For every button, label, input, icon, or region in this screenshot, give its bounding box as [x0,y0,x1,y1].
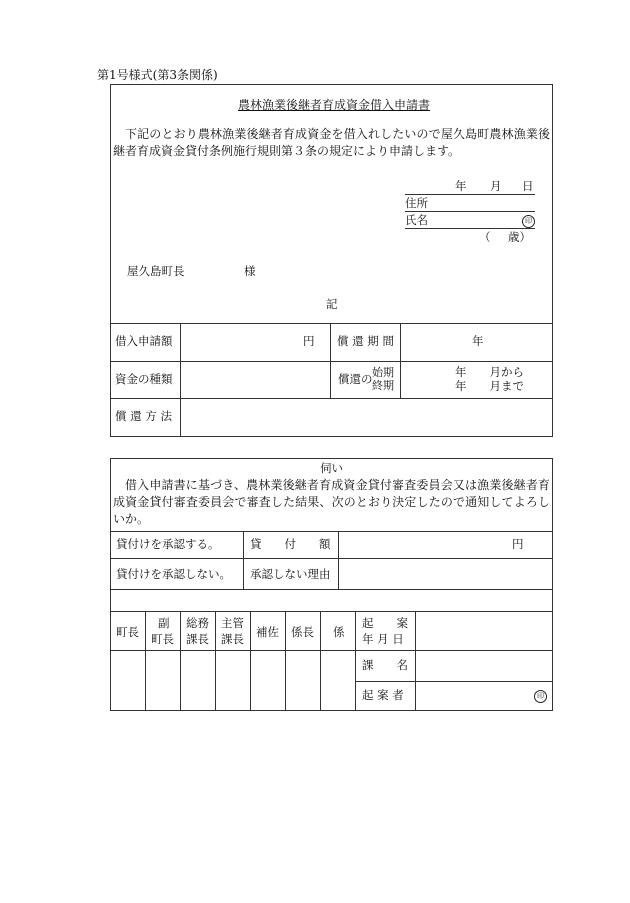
address-line [405,211,535,212]
stamp-col-1 [145,611,146,711]
role-chief: 係長 [291,625,314,639]
role-staff: 係 [333,625,345,639]
stamp-row-1 [355,650,553,651]
stamp-row-2 [355,681,553,682]
stamp-header-line [110,650,355,651]
drafter-label: 起 案 者 [362,688,404,702]
approve-option: 貸付けを承認する。 [116,537,220,551]
draft-date-label-1: 起 案 [362,616,408,630]
app-col-1 [180,323,181,437]
stamp-col-2 [180,611,181,711]
role-general-1: 総務 [186,616,209,630]
apr-row-4 [110,611,553,612]
repay-method-label: 償 還 方 法 [115,409,172,423]
repay-period-unit: 年 [472,334,484,348]
reject-reason-label: 承認しない理由 [250,567,331,581]
app-col-3 [400,323,401,398]
role-manager-1: 主管 [221,616,244,630]
repay-start-label: 始期 [372,366,394,379]
age-close: 歳） [508,230,531,244]
app-row-2 [110,361,553,362]
apr-row-2 [110,558,553,559]
loan-amount-label-2: 貸 付 額 [250,537,331,551]
app-table-top [110,323,553,324]
honorific: 様 [244,264,256,278]
age-open: （ [479,230,491,244]
stamp-col-7 [355,611,356,711]
draft-date-label-2: 年 月 日 [362,632,404,646]
address-label: 住所 [405,196,428,210]
form-number: 第1号様式(第3条関係) [97,68,218,82]
stamp-col-5 [285,611,286,711]
date-day: 日 [522,179,534,193]
repay-period-label: 償 還 期 間 [337,334,394,348]
loan-amount-label: 借入申請額 [115,334,173,348]
date-year: 年 [455,179,467,193]
repay-end-value: 年 月まで [455,379,524,393]
name-line [405,228,535,229]
role-vice-2: 町長 [151,632,174,646]
stamp-col-4 [250,611,251,711]
date-line [405,194,535,195]
section-name-label: 課 名 [362,658,408,672]
application-body: 下記のとおり農林漁業後継者育成資金を借入れしたいので屋久島町農林漁業後継者育成資金貸付条例施行規則第３条の規定により申請します。 [113,127,550,158]
role-assistant: 補佐 [256,625,279,639]
stamp-col-8 [415,611,416,711]
name-label: 氏名 [405,213,428,227]
app-row-3 [110,398,553,399]
app-col-2 [330,323,331,398]
drafter-seal: 印 [534,689,547,703]
stamp-col-3 [215,611,216,711]
role-manager-2: 課長 [221,632,244,646]
apr-col-b [338,531,339,589]
repay-start-value: 年 月から [455,365,524,379]
apr-row-3 [110,589,553,590]
role-vice-1: 副 [158,616,170,630]
application-title: 農林漁業後継者育成資金借入申請書 [238,98,431,112]
role-general-2: 課長 [186,632,209,646]
ki-mark: 記 [326,297,338,311]
approval-title: 伺い [320,461,343,475]
apr-row-1 [110,531,553,532]
fund-type-label: 資金の種類 [115,372,173,386]
date-month: 月 [490,179,502,193]
repay-prefix: 償還の [338,372,373,386]
apr-col-a [243,531,244,589]
repay-end-label: 終期 [372,379,394,392]
addressee: 屋久島町長 [127,264,185,278]
approval-body: 借入申請書に基づき、農林業後継者育成資金貸付審査委員会又は漁業後継者育成資金貸付審査委員会で審査した結果、次のとおり決定したので通知してよろしいか。 [113,478,550,526]
role-mayor: 町長 [116,625,139,639]
stamp-col-6 [320,611,321,711]
reject-option: 貸付けを承認しない。 [116,567,231,581]
loan-amount-unit-2: 円 [512,537,524,551]
name-seal: 印 [522,214,535,228]
loan-amount-unit: 円 [303,334,315,348]
